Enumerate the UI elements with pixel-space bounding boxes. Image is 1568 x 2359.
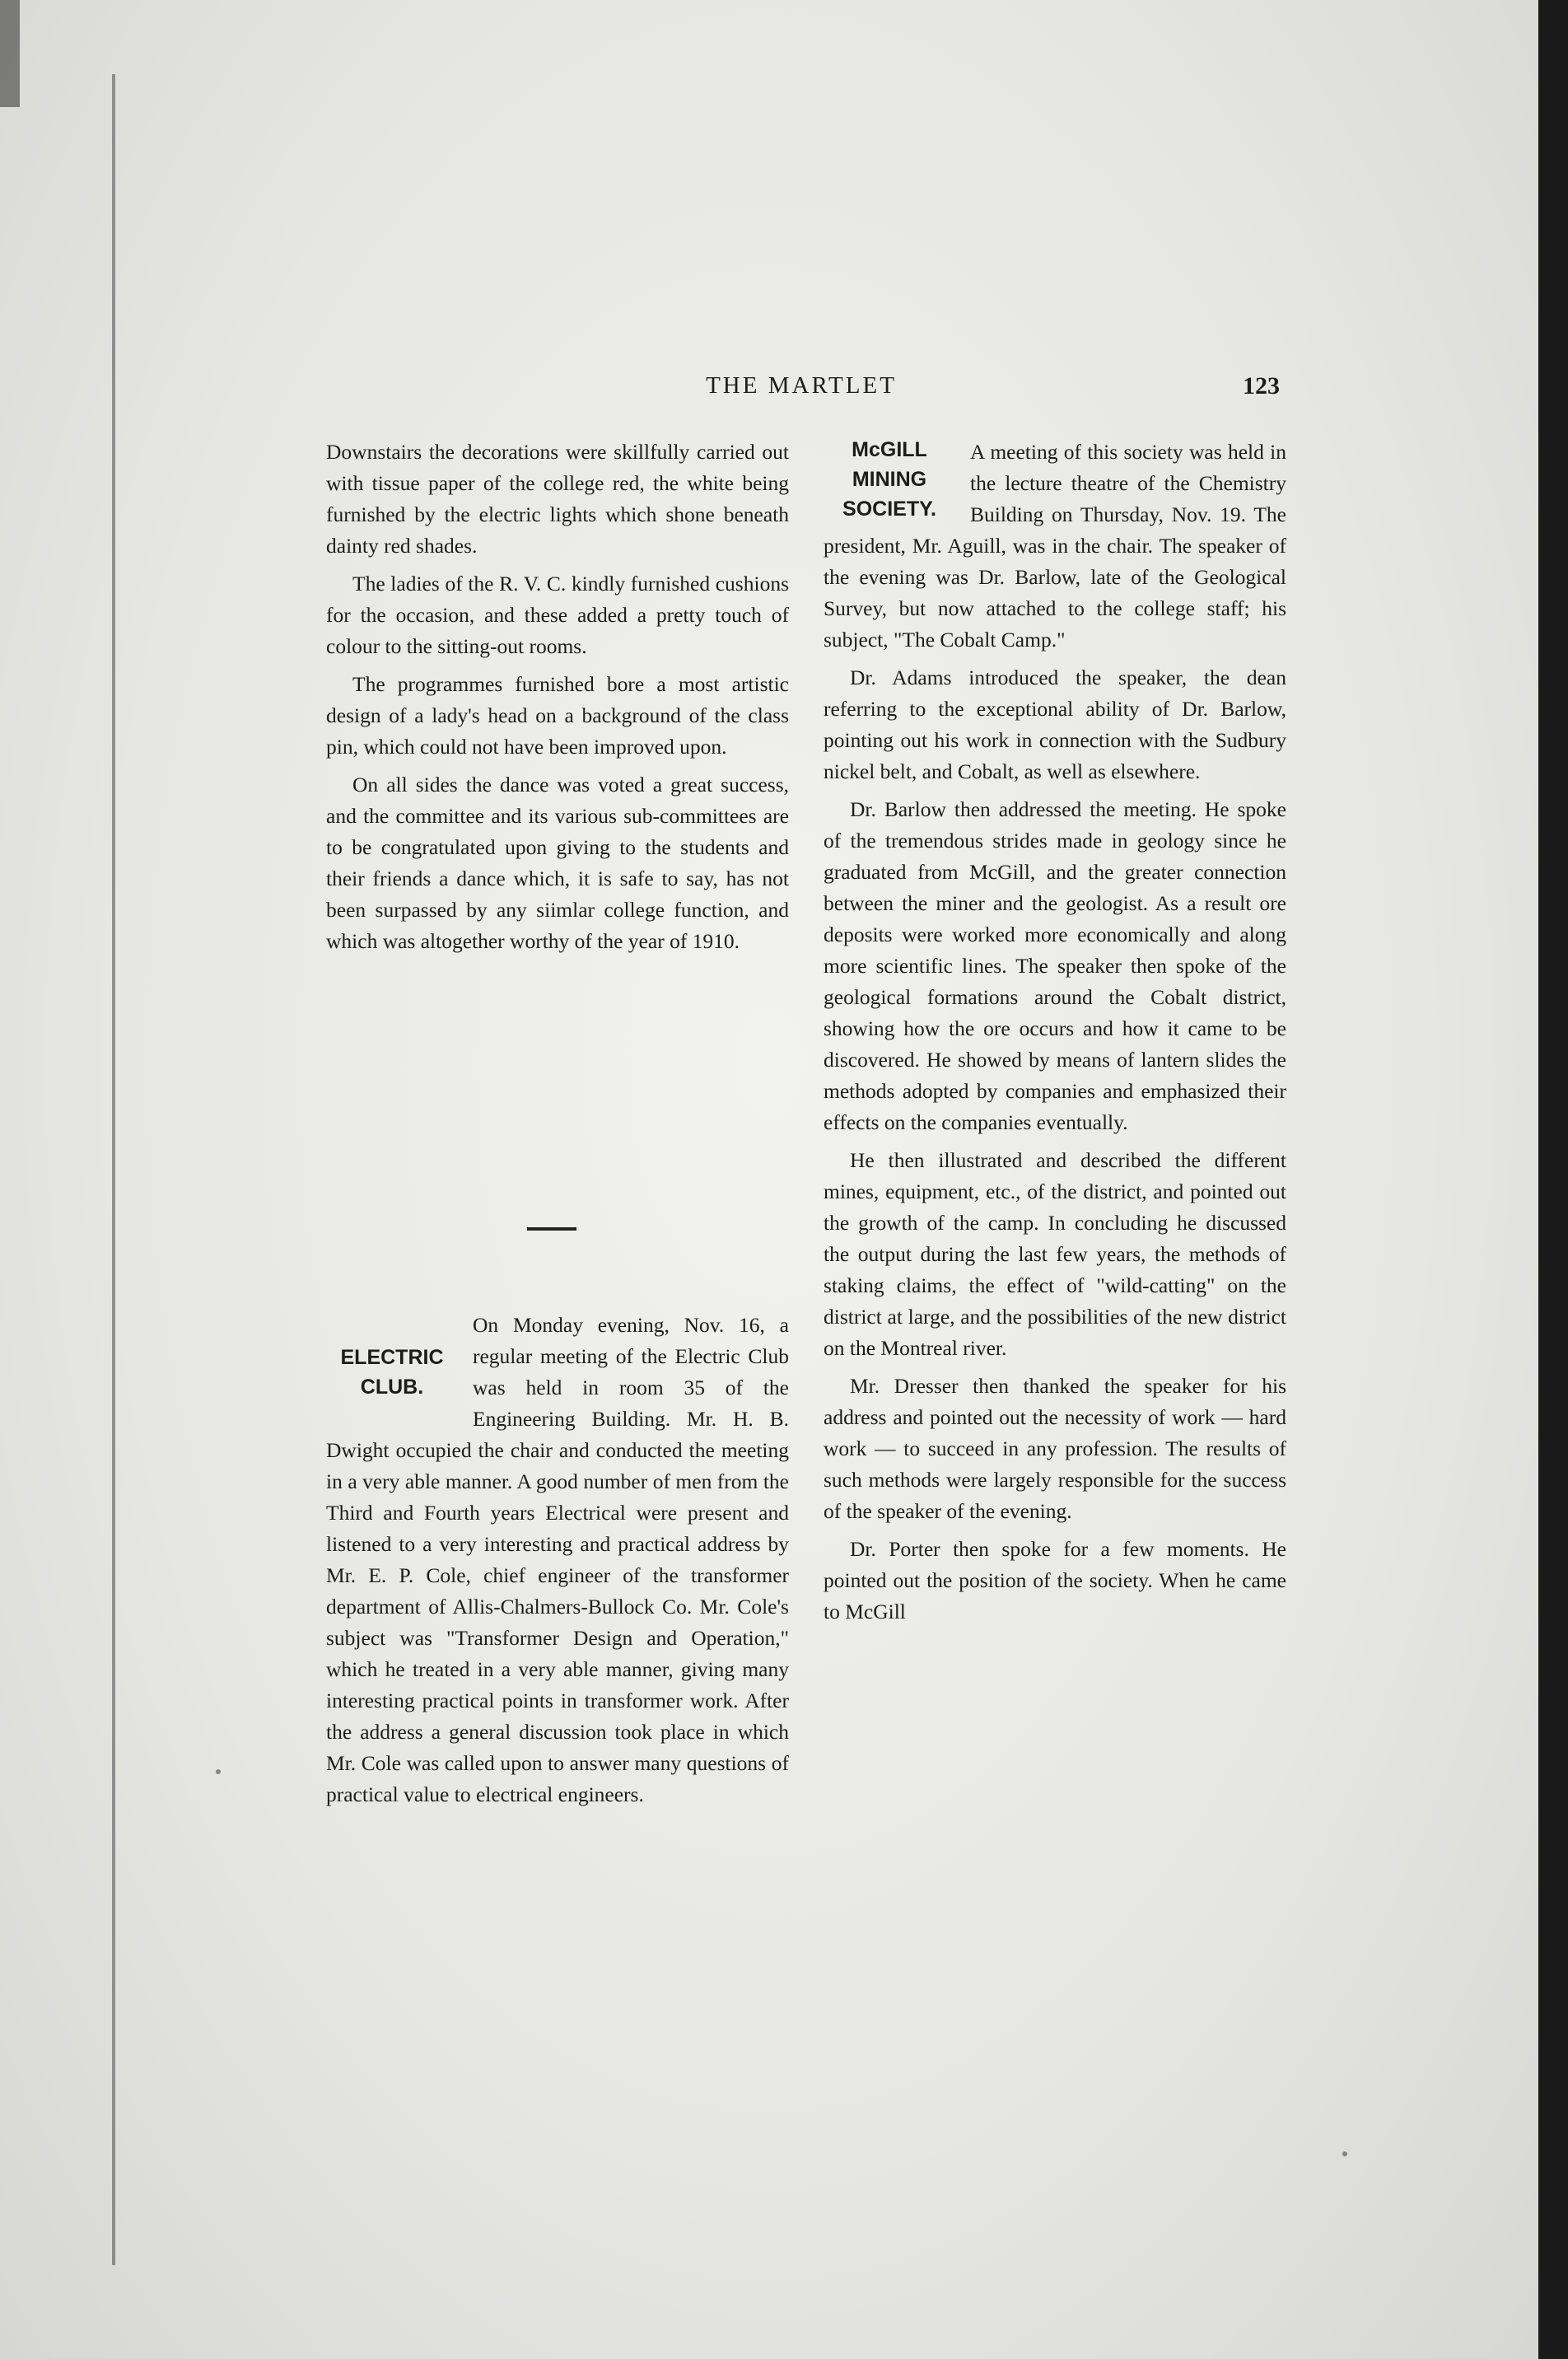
binding-gutter <box>112 74 115 2265</box>
paragraph: Dr. Adams introduced the speaker, the dean referring to the exceptional ability of Dr. Barlow, pointing out his work in connection with the Sudbury nickel belt, and Cobalt, as well as elsewhere. <box>824 666 1286 783</box>
heading-line: ELECTRIC <box>340 1346 444 1369</box>
heading-line: MINING <box>852 468 927 491</box>
paragraph: Dr. Barlow then addressed the meeting. He spoke of the tremendous strides made in geology since he graduated from McGill, and the greater connection between the miner and the geologist. As a result ore deposits were worked more economically and along more scientific lines. The speaker then spoke of the geological formations around the Cobalt district, showing how the ore occurs and how it came to be discovered. He showed by means of lantern slides the methods adopted by companies and emphasized their effects on the companies eventually. <box>824 797 1286 1134</box>
left-column <box>326 437 789 964</box>
heading-line: SOCIETY. <box>842 497 936 521</box>
scan-edge-shadow <box>0 0 20 107</box>
paragraph: He then illustrated and described the different mines, equipment, etc., of the district, and pointed out the growth of the camp. In concluding he discussed the output during the last few years, the methods of staking claims, the effect of "wild-catting" on the district at large, and the possibilities of the new district on the Montreal river. <box>824 1148 1286 1360</box>
heading-line: CLUB. <box>360 1376 424 1399</box>
paragraph: Downstairs the decorations were skillfully carried out with tissue paper of the college red, the white being furnished by the electric lights which shone beneath dainty red shades. <box>326 440 789 558</box>
paragraph: On Monday evening, Nov. 16, a regular meeting of the Electric Club was held in room 35 of the Engineering Building. Mr. H. B. Dwight occupied the chair and conducted the meeting in a very able manner. A good number of men from the Third and Fourth years Electrical were present and listened to a very interesting and practical address by Mr. E. P. Cole, chief engineer of the transformer department of Allis-Chalmers-Bullock Co. Mr. Cole's subject was "Transformer Design and Operation," which he treated in a very able manner, giving many interesting practical points in transformer work. After the address a general discussion took place in which Mr. Cole was called upon to answer many questions of practical value to electrical engineers. <box>326 1313 789 1806</box>
paragraph: Mr. Dresser then thanked the speaker for his address and pointed out the necessity of work — hard work — to succeed in any profession. The results of such methods were largely responsible for the success of the speaker of the evening. <box>824 1374 1286 1523</box>
paragraph: Dr. Porter then spoke for a few moments. He pointed out the position of the society. When he came to McGill <box>824 1537 1286 1623</box>
paragraph: On all sides the dance was voted a great success, and the committee and its various sub-committees are to be congratulated upon giving to the students and their friends a dance which, it is safe to say, has not been surpassed by any siimlar college function, and which was altogether worthy of the year of 1910. <box>326 773 789 953</box>
paragraph: The ladies of the R. V. C. kindly furnished cushions for the occasion, and these added a pretty touch of colour to the sitting-out rooms. <box>326 572 789 658</box>
mining-society-heading <box>824 435 955 524</box>
electric-club-article <box>326 1310 789 1810</box>
paragraph: The programmes furnished bore a most artistic design of a lady's head on a background of the class pin, which could not have been improved upon. <box>326 672 789 759</box>
page-number: 123 <box>1243 372 1280 399</box>
scan-speck <box>1342 2151 1347 2156</box>
scan-speck <box>216 1769 221 1774</box>
section-divider <box>527 1227 576 1231</box>
electric-club-heading <box>326 1343 458 1402</box>
heading-line: McGILL <box>852 438 927 461</box>
page-header <box>323 372 1280 413</box>
mining-society-article <box>824 437 1286 1634</box>
running-title: THE MARTLET <box>706 372 897 399</box>
paragraph: A meeting of this society was held in the lecture theatre of the Chemistry Building on Thursday, Nov. 19. The president, Mr. Aguill, was in the chair. The speaker of the evening was Dr. Barlow, late of the Geological Survey, but now attached to the college staff; his subject, "The Cobalt Camp." <box>824 440 1286 652</box>
